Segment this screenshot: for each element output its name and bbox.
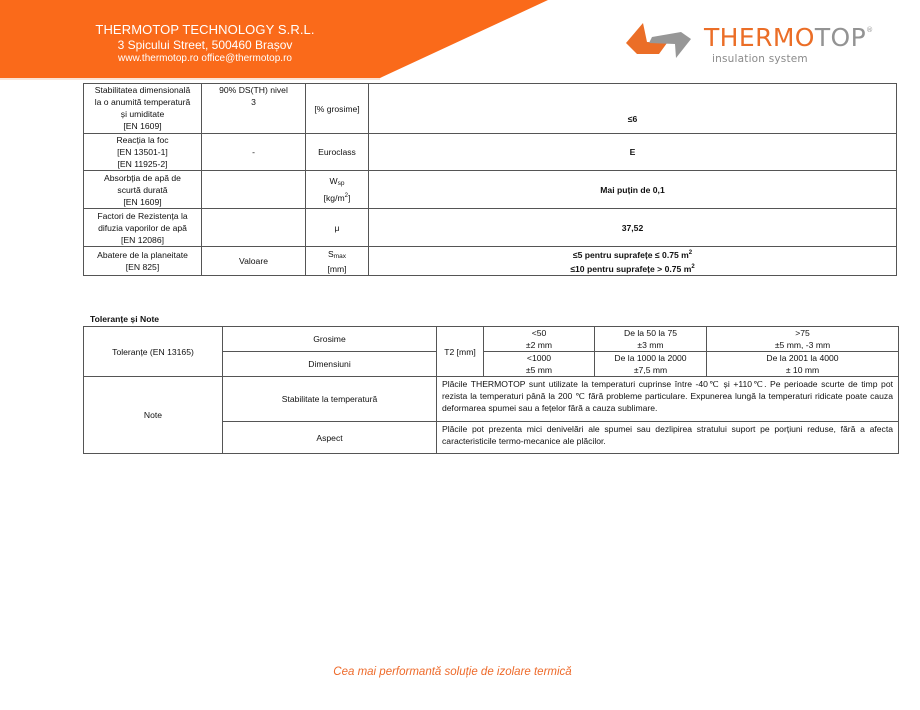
company-name: THERMOTOP TECHNOLOGY S.R.L.	[95, 22, 315, 37]
note-name: Stabilitate la temperatură	[223, 377, 437, 422]
note-text: Plăcile THERMOTOP sunt utilizate la temperaturi cuprinse între -40℃ și +110℃. Pe perioade scurte de timp pot rezista la temperaturi până la 200 ℃ fără probleme particulare. Expunerea lungă la temperaturi ridicate poate cauza deformarea spumei sau a fețelor fără a cauza sublimare.	[437, 377, 899, 422]
note-name: Aspect	[223, 422, 437, 454]
note-text: Plăcile pot prezenta mici denivelări ale spumei sau dezlipirea stratului suport pe porțiuni reduse, fără a afecta caracteristicile termo-mecanice ale plăcilor.	[437, 422, 899, 454]
tolerance-name: Grosime	[223, 327, 437, 352]
tolerance-cell: De la 1000 la 2000 ±7,5 mm	[595, 352, 707, 377]
tolerance-cell: De la 50 la 75 ±3 mm	[595, 327, 707, 352]
table-row	[84, 171, 897, 209]
value-cell: ≤5 pentru suprafețe ≤ 0.75 $m^2$ ≤10 pentru suprafețe > 0.75 $m^2$	[369, 247, 897, 276]
logo-tagline: insulation system	[712, 53, 808, 65]
table-row	[84, 84, 897, 134]
value-cell: Mai puțin de 0,1	[369, 171, 897, 209]
condition-cell	[202, 209, 306, 247]
unit-cell: Euroclass	[306, 134, 369, 171]
logo-wordmark: THERMOTOP®	[704, 23, 874, 52]
property-cell: Stabilitatea dimensională la o anumită temperatură și umiditate [EN 1609]	[84, 84, 202, 134]
property-cell: Reacția la foc [EN 13501-1] [EN 11925-2]	[84, 134, 202, 171]
value-cell: E	[369, 134, 897, 171]
unit-cell: Smax [mm]	[306, 247, 369, 276]
unit-cell: μ	[306, 209, 369, 247]
property-cell: Absorbția de apă de scurtă durată [EN 1609]	[84, 171, 202, 209]
condition-cell	[202, 171, 306, 209]
unit-cell: Wsp $[kg/m^2]$	[306, 171, 369, 209]
value-cell: 37,52	[369, 209, 897, 247]
tolerance-name: Dimensiuni	[223, 352, 437, 377]
condition-cell: Valoare	[202, 247, 306, 276]
condition-cell: 90% DS(TH) nivel 3	[202, 84, 306, 134]
company-address: 3 Spicului Street, 500460 Brașov	[117, 38, 293, 52]
tolerance-unit: T2 [mm]	[437, 327, 484, 377]
table-row	[84, 209, 897, 247]
table-row	[84, 377, 899, 422]
tolerances-table	[83, 326, 899, 454]
table-row	[84, 327, 899, 352]
notes-label: Note	[84, 377, 223, 454]
condition-cell: -	[202, 134, 306, 171]
properties-table	[83, 83, 897, 276]
thermotop-logo	[620, 18, 890, 70]
tolerances-label: Toleranțe (EN 13165)	[84, 327, 223, 377]
company-contact: www.thermotop.ro office@thermotop.ro	[118, 53, 292, 64]
property-cell: Factori de Rezistența la difuzia vaporilor de apă [EN 12086]	[84, 209, 202, 247]
section-title: Toleranțe și Note	[90, 314, 160, 324]
thermotop-logo-mark-icon	[620, 18, 700, 68]
footer-slogan: Cea mai performantă soluție de izolare termică	[333, 666, 572, 678]
tolerance-cell: >75 ±5 mm, -3 mm	[707, 327, 899, 352]
table-row	[84, 247, 897, 276]
property-cell: Abatere de la planeitate [EN 825]	[84, 247, 202, 276]
tolerance-cell: <1000 ±5 mm	[484, 352, 595, 377]
unit-cell: [% grosime]	[306, 84, 369, 134]
table-row	[84, 134, 897, 171]
tolerance-cell: De la 2001 la 4000 ± 10 mm	[707, 352, 899, 377]
tolerance-cell: <50 ±2 mm	[484, 327, 595, 352]
value-cell: ≤6	[369, 84, 897, 134]
